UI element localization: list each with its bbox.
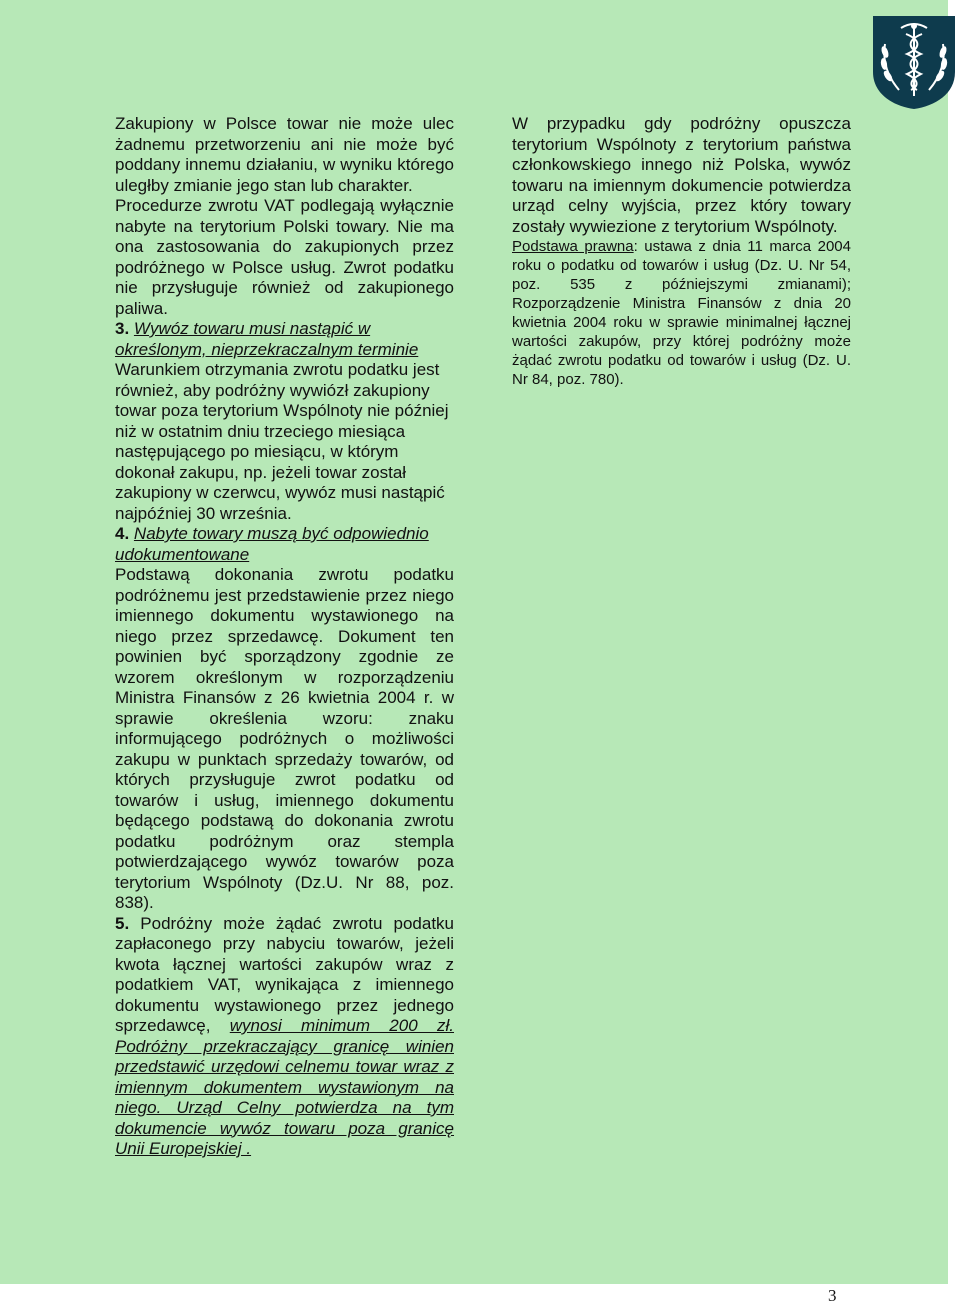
section-5-text: Podróżny może żądać zwrotu podatku zapłaconego przy nabyciu towarów, jeżeli kwota łącznej wartości zakupów wraz z podatkiem VAT, wynikająca z imiennego dokumentu wystawionego przez jednego sprzedawcę, [115,913,454,1035]
section-5-minimum-amount: wynosi minimum 200 zł. [229,1016,454,1035]
page-number: 3 [828,1286,837,1305]
section-4-number: 4. [115,524,130,543]
section-4-title: Nabyte towary muszą być odpowiednio udokumentowane [115,524,429,564]
section-5-border-note: Podróżny przekraczający granicę winien przedstawić urzędowi celnemu towar wraz z imiennym dokumentem wystawionym na niego. Urząd Celny potwierdza na tym dokumencie wywóz towaru poza granicę Unii Europejskiej . [115,1036,454,1158]
section-5-number: 5. [115,913,130,933]
section-5-body [115,914,454,1160]
paragraph-vat-scope: Procedurze zwrotu VAT podlegają wyłącznie nabyte na terytorium Polski towary. Nie ma ona zastosowania do zakupionych przez podróżnego w Polsce usług. Zwrot podatku nie przysługuje również od zakupionego paliwa. [115,196,454,318]
left-column [115,114,454,1160]
paragraph-goods-condition: Zakupiony w Polsce towar nie może ulec żadnemu przetworzeniu ani nie może być poddany innemu działaniu, w wyniku którego uległby zmianie jego stan lub charakter. [115,114,454,195]
section-4-body: Podstawą dokonania zwrotu podatku podróżnemu jest przedstawienie przez niego imiennego dokumentu wystawionego na niego przez sprzedawcę. Dokument ten powinien być sporządzony zgodnie ze wzorem określonym w rozporządzeniu Ministra Finansów z 26 kwietnia 2004 r. w sprawie określenia wzoru: znaku informującego podróżnych o możliwości zakupu w punktach sprzedaży towarów, od których przysługuje zwrot podatku od towarów i usług, imiennego dokumentu będącego podstawą do dokonania zwrotu podatku podróżnym oraz stempla potwierdzającego wywóz towarów poza terytorium Wspólnoty (Dz.U. Nr 88, poz. 838). [115,565,454,912]
section-3-heading [115,319,454,360]
legal-basis-text: : ustawa z dnia 11 marca 2004 roku o podatku od towarów i usług (Dz. U. Nr 54, poz. 535 z późniejszymi zmianami); Rozporządzenie Ministra Finansów z dnia 20 kwietnia 2004 roku w sprawie minimalnej łącznej wartości zakupów, przy której podróżny może żądać zwrotu podatku od towarów i usług (Dz. U. Nr 84, poz. 780). [512,238,851,388]
legal-basis-label: Podstawa prawna [512,238,634,255]
legal-basis [512,237,851,389]
section-3-number: 3. [115,319,130,338]
section-3-body: Warunkiem otrzymania zwrotu podatku jest również, aby podróżny wywiózł zakupiony towar poza terytorium Wspólnoty nie później niż w ostatnim dniu trzeciego miesiąca następującego po miesiącu, w którym dokonał zakupu, np. jeżeli towar został zakupiony w czerwcu, wywóz musi nastąpić najpóźniej 30 września. [115,360,449,523]
right-column [512,114,851,389]
section-3-title: Wywóz towaru musi nastąpić w określonym, nieprzekraczalnym terminie [115,319,419,359]
section-4-heading [115,524,454,565]
customs-emblem-icon [871,14,957,110]
paragraph-other-member-state: W przypadku gdy podróżny opuszcza terytorium Wspólnoty z terytorium państwa członkowskiego innego niż Polska, wywóz towaru na imiennym dokumencie potwierdza urząd celny wyjścia, przez który towary zostały wywiezione z terytorium Wspólnoty. [512,114,851,236]
